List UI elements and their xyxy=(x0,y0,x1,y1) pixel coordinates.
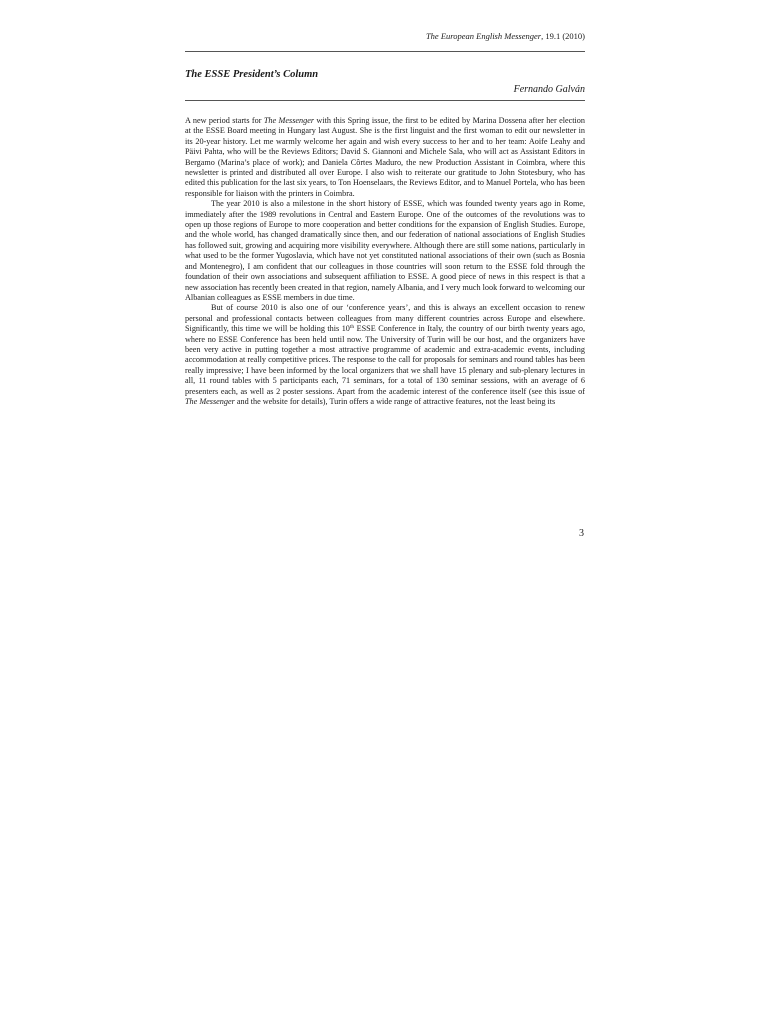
header-rule-top xyxy=(185,51,585,52)
paragraph-1-text-c: with this Spring issue, the first to be edited by Marina Dossena after her election at the ESSE Board meeting in Hungary last August. She is the first linguist and the first woman to edit our newsletter in its 20-year history. Let me warmly welcome her again and wish every success to her and to her team: Aoife Leahy and Päivi Pahta, who will be the Reviews Editors; David S. Giannoni and Michele Sala, who will act as Assistant Editors in Bergamo (Marina’s place of work); and Daniela Côrtes Maduro, the new Production Assistant in Coimbra, where this newsletter is printed and distributed all over Europe. I also wish to reiterate our gratitude to John Stotesbury, who has edited this publication for the last six years, to Ton Hoenselaars, the Reviews Editor, and to Manuel Portela, who has been responsible for liaison with the printers in Coimbra. xyxy=(185,116,585,198)
issue-number: , 19.1 (2010) xyxy=(541,31,585,41)
publication-title: The Messenger xyxy=(185,396,235,406)
article-body xyxy=(185,116,585,407)
paragraph-1 xyxy=(185,116,585,199)
running-head xyxy=(426,31,585,41)
paragraph-1-text-a: A new period starts for xyxy=(185,116,264,125)
ordinal-superscript: th xyxy=(349,324,355,331)
paragraph-3-text-b: ESSE Conference in Italy, the country of our birth twenty years ago, where no ESSE Conference has been held until now. The University of Turin will be our host, and the organizers have been very active in putting together a most attractive programme of academic and extra-academic events, including accommodation at really competitive prices. The response to the call for proposals for seminars and round tables has been really impressive; I have been informed by the local organizers that we shall have 15 plenary and sub-plenary lectures in all, 11 round tables with 5 participants each, 71 seminars, for a total of 130 seminar sessions, with an average of 6 presenters each, as well as 2 poster sessions. Apart from the academic interest of the conference itself (see this issue of xyxy=(185,324,585,396)
column-author: Fernando Galván xyxy=(513,84,585,95)
publication-title: The Messenger xyxy=(263,116,315,125)
paragraph-2: The year 2010 is also a milestone in the short history of ESSE, which was founded twenty years ago in Rome, immediately after the 1989 revolutions in Central and Eastern Europe. One of the outcomes of the revolutions was to open up those regions of Europe to more cooperation and better conditions for the expansion of English Studies. Europe, and the whole world, has changed dramatically since then, and our federation of national associations of English Studies has followed suit, growing and acquiring more visibility everywhere. Although there are still some nations, particularly in what used to be the former Yugoslavia, which have not yet constituted national associations of their own (such as Bosnia and Montenegro), I am confident that our colleagues in those countries will soon return to the ESSE fold through the foundation of their own associations and subsequent affiliation to ESSE. A good piece of news in this respect is that a new association has recently been created in that region, namely Albania, and I very much look forward to welcoming our Albanian colleagues as ESSE members in due time. xyxy=(185,199,585,302)
paragraph-3-text-d: and the website for details), Turin offers a wide range of attractive features, not the least being its xyxy=(234,396,556,406)
header-rule-bottom xyxy=(185,100,585,101)
paragraph-3 xyxy=(185,303,585,407)
paragraph-3-text-a: But of course 2010 is also one of our ‘conference years’, and this is always an excellent occasion to renew personal and professional contacts between colleagues from many different countries across Europe and elsewhere. Significantly, this time we will be holding this 10 xyxy=(185,303,585,334)
page-number: 3 xyxy=(579,528,584,539)
column-title: The ESSE President’s Column xyxy=(185,69,319,80)
journal-title: The European English Messenger xyxy=(425,31,542,41)
